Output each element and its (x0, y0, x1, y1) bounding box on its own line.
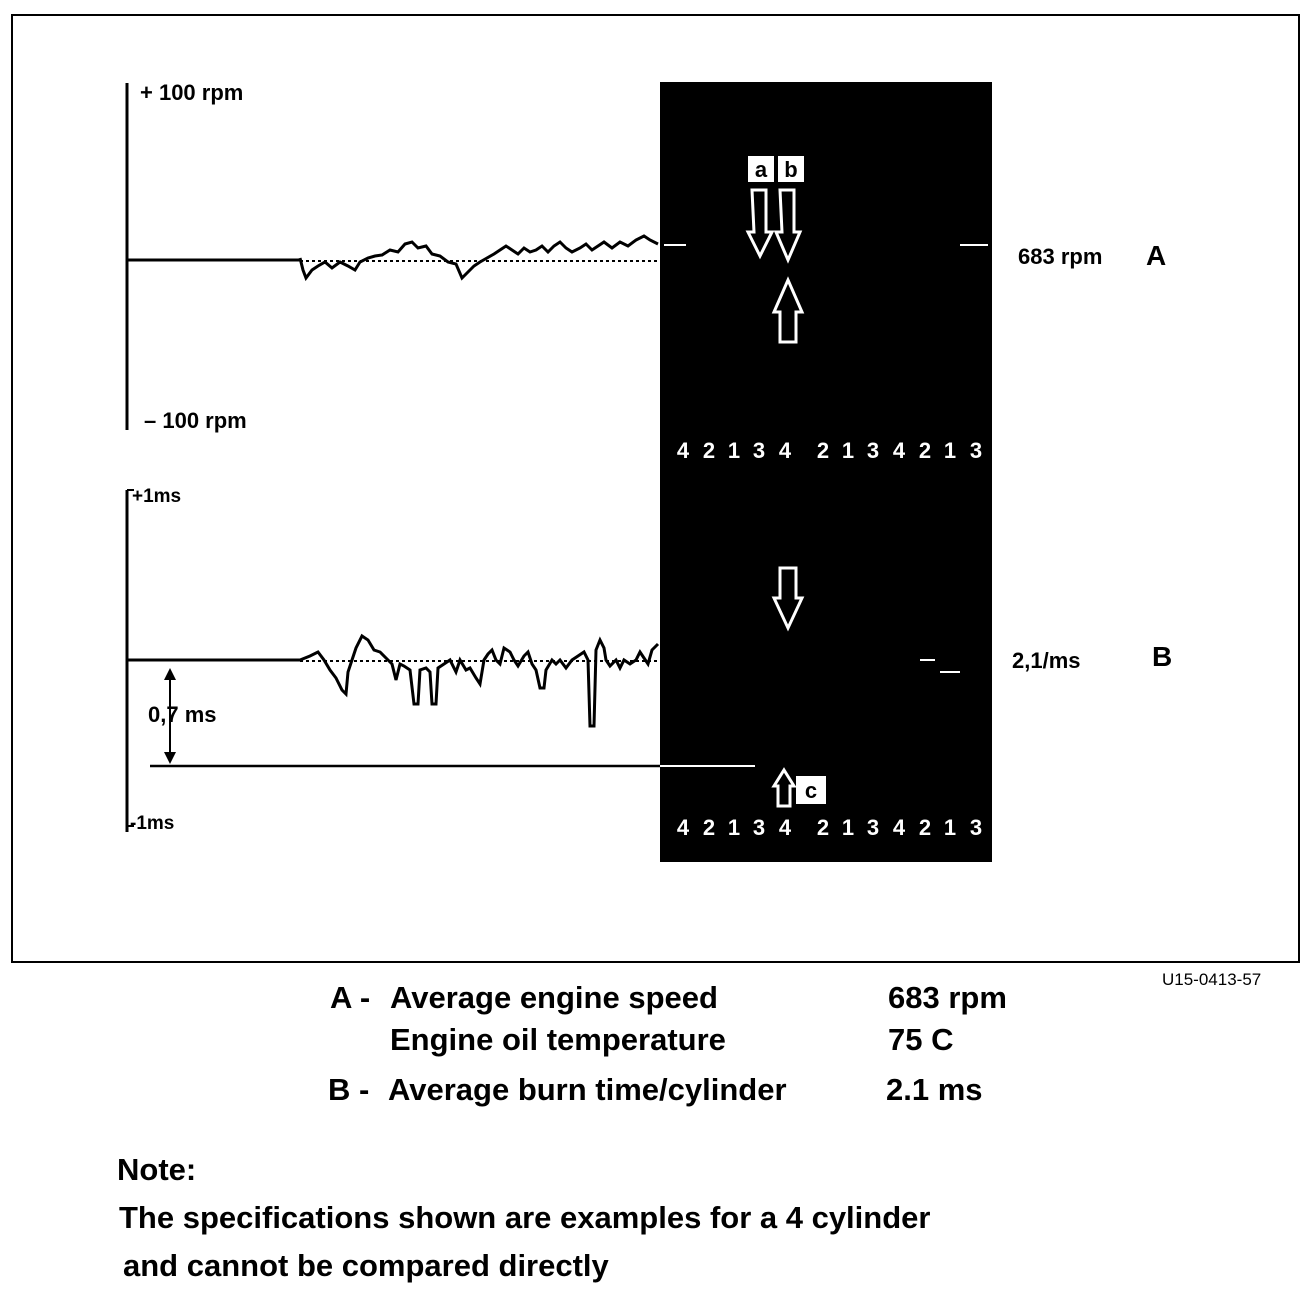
firing-order-top-digit: 4 (778, 438, 792, 463)
firing-order-top-digit: 3 (752, 438, 766, 463)
panel-a-trace (300, 236, 658, 278)
panel-a-y-top-label: + 100 rpm (140, 80, 244, 105)
firing-order-top-digit: 4 (676, 438, 690, 463)
firing-order-top-digit: 2 (816, 438, 830, 463)
legend-a-label: Average engine speed (390, 980, 718, 1015)
legend-b-prefix: B - (328, 1072, 370, 1107)
panel-b-value-label: 2,1/ms (1012, 648, 1081, 673)
firing-order-top-digit: 2 (702, 438, 716, 463)
firing-order-top-digit: 3 (969, 438, 983, 463)
firing-order-top-digit: 1 (841, 438, 855, 463)
panel-b-y-top-label: +1ms (132, 486, 182, 507)
note-heading: Note: (117, 1152, 197, 1187)
note-line-1: The specifications shown are examples for a 4 cylinder (119, 1200, 931, 1235)
firing-order-top-digit: 1 (943, 438, 957, 463)
marker-b-label: b (784, 157, 798, 182)
firing-order-top-digit: 4 (892, 438, 906, 463)
figure-code: U15-0413-57 (1162, 970, 1262, 989)
note-line-2: and cannot be compared directly (123, 1248, 609, 1283)
offset-arrow-down (164, 752, 176, 764)
firing-order-bottom-digit: 4 (892, 815, 906, 840)
firing-order-bottom-digit: 1 (943, 815, 957, 840)
panel-a-value-label: 683 rpm (1018, 244, 1103, 269)
firing-order-bottom-digit: 1 (727, 815, 741, 840)
panel-b-trace-letter: B (1152, 641, 1173, 672)
firing-order-bottom-digit: 2 (702, 815, 716, 840)
offset-arrow-up (164, 668, 176, 680)
firing-order-bottom-digit: 4 (676, 815, 690, 840)
legend-b-value: 2.1 ms (886, 1072, 983, 1107)
legend-a-prefix: A - (330, 980, 371, 1015)
panel-a-y-bottom-label: – 100 rpm (144, 408, 247, 433)
panel-b-trace (300, 636, 658, 726)
legend-oil-label: Engine oil temperature (390, 1022, 726, 1057)
panel-b-offset-label: 0,7 ms (148, 702, 217, 727)
firing-order-bottom-digit: 4 (778, 815, 792, 840)
firing-order-bottom-digit: 3 (752, 815, 766, 840)
panel-b-y-bottom-label: -1ms (130, 813, 175, 834)
firing-order-top-digit: 1 (727, 438, 741, 463)
legend-oil-value: 75 C (888, 1022, 954, 1057)
scope-screen (660, 82, 992, 862)
panel-a-trace-letter: A (1146, 240, 1167, 271)
legend-b-label: Average burn time/cylinder (388, 1072, 787, 1107)
legend-a-value: 683 rpm (888, 980, 1007, 1015)
firing-order-top-digit: 3 (866, 438, 880, 463)
firing-order-bottom-digit: 3 (969, 815, 983, 840)
firing-order-bottom-digit: 1 (841, 815, 855, 840)
firing-order-bottom-digit: 2 (816, 815, 830, 840)
firing-order-top-digit: 2 (918, 438, 932, 463)
marker-a-label: a (754, 157, 768, 182)
marker-c-label: c (804, 778, 818, 803)
firing-order-bottom-digit: 3 (866, 815, 880, 840)
firing-order-bottom-digit: 2 (918, 815, 932, 840)
